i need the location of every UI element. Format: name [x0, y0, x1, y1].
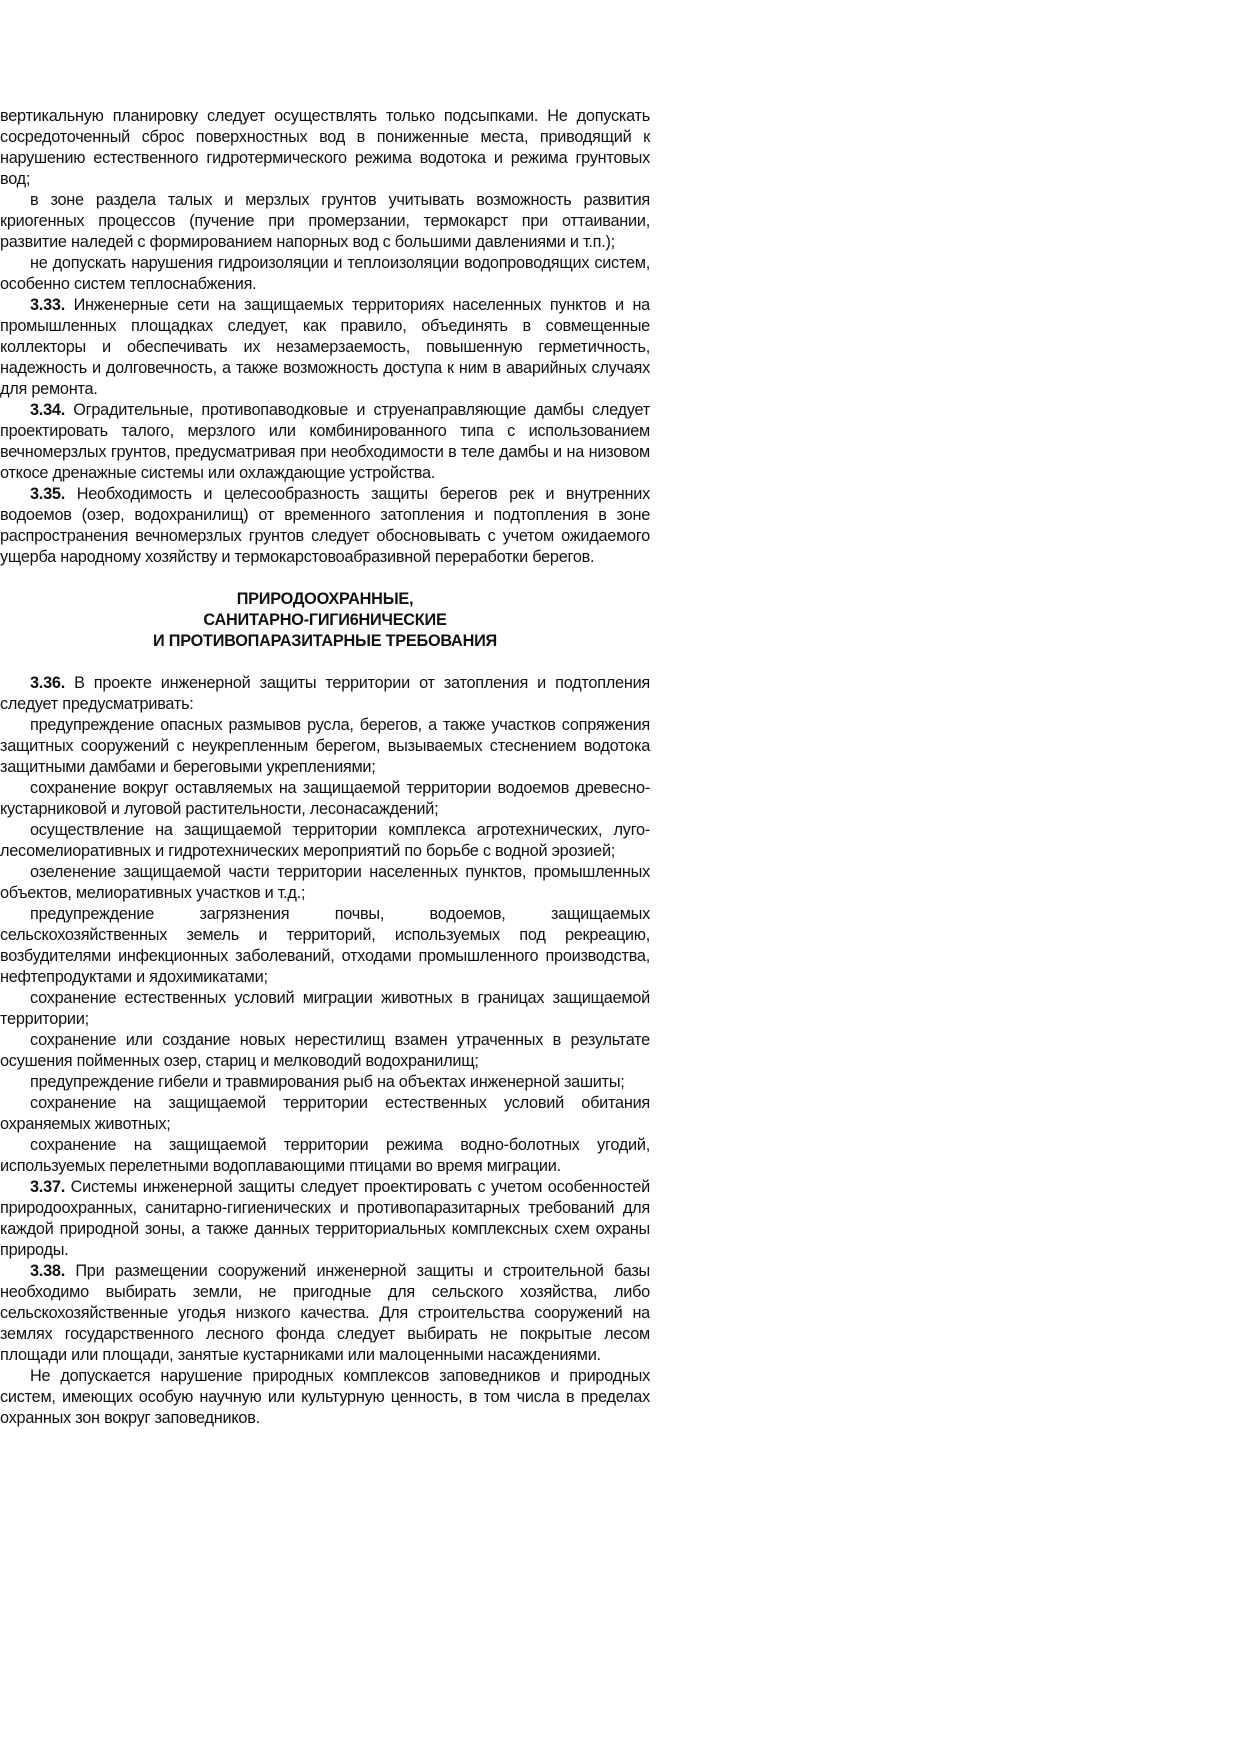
list-item-paragraph: [0, 988, 650, 1030]
paragraphs-after-heading: [0, 673, 650, 1429]
clause-paragraph: [0, 484, 650, 568]
clause-number: 3.35.: [30, 485, 65, 503]
clause-paragraph: [0, 295, 650, 400]
section-heading-line-2: САНИТАРНО-ГИГИ6НИЧЕСКИЕ: [203, 611, 447, 629]
paragraph-text: Системы инженерной защиты следует проектировать с учетом особенностей природоохранных, санитарно-гигиенических и противопаразитарных требований для каждой природной зоны, а также данных территориальных комплексных схем охраны природы.: [0, 1178, 650, 1259]
list-item-paragraph: [0, 1030, 650, 1072]
paragraph-text: сохранение или создание новых нерестилищ взамен утраченных в результате осушения пойменных озер, стариц и мелководий водохранилищ;: [0, 1031, 650, 1070]
list-item-paragraph: [0, 820, 650, 862]
clause-paragraph: [0, 400, 650, 484]
section-heading-line-1: ПРИРОДООХРАННЫЕ,: [236, 590, 414, 608]
section-heading: [0, 589, 650, 652]
paragraph-text: сохранение на защищаемой территории естественных условий обитания охраняемых животных;: [0, 1094, 650, 1133]
paragraph-text: сохранение на защищаемой территории режима водно-болотных угодий, используемых перелетными водоплавающими птицами во время миграции.: [0, 1136, 650, 1175]
list-item-paragraph: [0, 1135, 650, 1177]
clause-paragraph: [0, 1177, 650, 1261]
list-item-paragraph: [0, 1072, 650, 1093]
paragraph-text: В проекте инженерной защиты территории от затопления и подтопления следует предусматривать:: [0, 674, 650, 713]
paragraph-text: Необходимость и целесообразность защиты берегов рек и внутренних водоемов (озер, водохранилищ) от временного затопления и подтопления в зоне распространения вечномерзлых грунтов следует обосновывать с учетом ожидаемого ущерба народному хозяйству и термокарстовоабразивной переработки берегов.: [0, 485, 650, 566]
list-item-paragraph: [0, 190, 650, 253]
paragraph-text: предупреждение опасных размывов русла, берегов, а также участков сопряжения защитных сооружений с неукрепленным берегом, вызываемых стеснением водотока защитными дамбами и береговыми укреплениями;: [0, 716, 650, 776]
paragraph-text: предупреждение гибели и травмирования рыб на объектах инженерной зашиты;: [30, 1073, 625, 1091]
section-heading-line-3: И ПРОТИВОПАРАЗИТАРНЫЕ ТРЕБОВАНИЯ: [153, 632, 497, 650]
paragraph-text: При размещении сооружений инженерной защиты и строительной базы необходимо выбирать земли, не пригодные для сельского хозяйства, либо сельскохозяйственные угодья низкого качества. Для строительства сооружений на землях государственного лесного фонда следует выбирать не покрытые лесом площади или площади, занятые кустарниками или малоценными насаждениями.: [0, 1262, 650, 1364]
clause-number: 3.38.: [30, 1262, 65, 1280]
clause-number: 3.36.: [30, 674, 65, 692]
paragraph-text: Не допускается нарушение природных комплексов заповедников и природных систем, имеющих особую научную или культурную ценность, в том числа в пределах охранных зон вокруг заповедников.: [0, 1367, 650, 1427]
paragraphs-before-heading: [0, 190, 650, 568]
paragraph-text: озеленение защищаемой части территории населенных пунктов, промышленных объектов, мелиоративных участков и т.д.;: [0, 863, 650, 902]
paragraph-text: сохранение естественных условий миграции животных в границах защищаемой территории;: [0, 989, 650, 1028]
clause-number: 3.34.: [30, 401, 65, 419]
clause-paragraph: [0, 673, 650, 715]
list-item-paragraph: [0, 253, 650, 295]
paragraph-text: предупреждение загрязнения почвы, водоемов, защищаемых сельскохозяйственных земель и территорий, используемых под рекреацию, возбудителями инфекционных заболеваний, отходами промышленного производства, нефтепродуктами и ядохимикатами;: [0, 905, 650, 986]
list-item-paragraph: [0, 1366, 650, 1429]
paragraph-text: не допускать нарушения гидроизоляции и теплоизоляции водопроводящих систем, особенно систем теплоснабжения.: [0, 254, 650, 293]
paragraph-text: Оградительные, противопаводковые и струенаправляющие дамбы следует проектировать талого, мерзлого или комбинированного типа с использованием вечномерзлых грунтов, предусматривая при необходимости в теле дамбы и на низовом откосе дренажные системы или охлаждающие устройства.: [0, 401, 650, 482]
document-page: [0, 106, 650, 1429]
list-item-paragraph: [0, 778, 650, 820]
clause-number: 3.37.: [30, 1178, 65, 1196]
clause-paragraph: [0, 1261, 650, 1366]
paragraph-text: сохранение вокруг оставляемых на защищаемой территории водоемов древесно-кустарниковой и луговой растительности, лесонасаждений;: [0, 779, 650, 818]
paragraph-text: осуществление на защищаемой территории комплекса агротехнических, луго-лесомелиоративных и гидротехнических мероприятий по борьбе с водной эрозией;: [0, 821, 650, 860]
paragraph-text: Инженерные сети на защищаемых территориях населенных пунктов и на промышленных площадках следует, как правило, объединять в совмещенные коллекторы и обеспечивать их незамерзаемость, повышенную герметичность, надежность и долговечность, а также возможность доступа к ним в аварийных случаях для ремонта.: [0, 296, 650, 398]
paragraph-text: в зоне раздела талых и мерзлых грунтов учитывать возможность развития криогенных процессов (пучение при промерзании, термокарст при оттаивании, развитие наледей с формированием напорных вод с большими давлениями и т.п.);: [0, 191, 650, 251]
paragraph-continuation: вертикальную планировку следует осуществлять только подсыпками. Не допускать сосредоточенный сброс поверхностных вод в пониженные места, приводящий к нарушению естественного гидротермического режима водотока и режима грунтовых вод;: [0, 107, 650, 188]
list-item-paragraph: [0, 862, 650, 904]
list-item-paragraph: [0, 715, 650, 778]
list-item-paragraph: [0, 1093, 650, 1135]
clause-number: 3.33.: [30, 296, 65, 314]
list-item-paragraph: [0, 904, 650, 988]
